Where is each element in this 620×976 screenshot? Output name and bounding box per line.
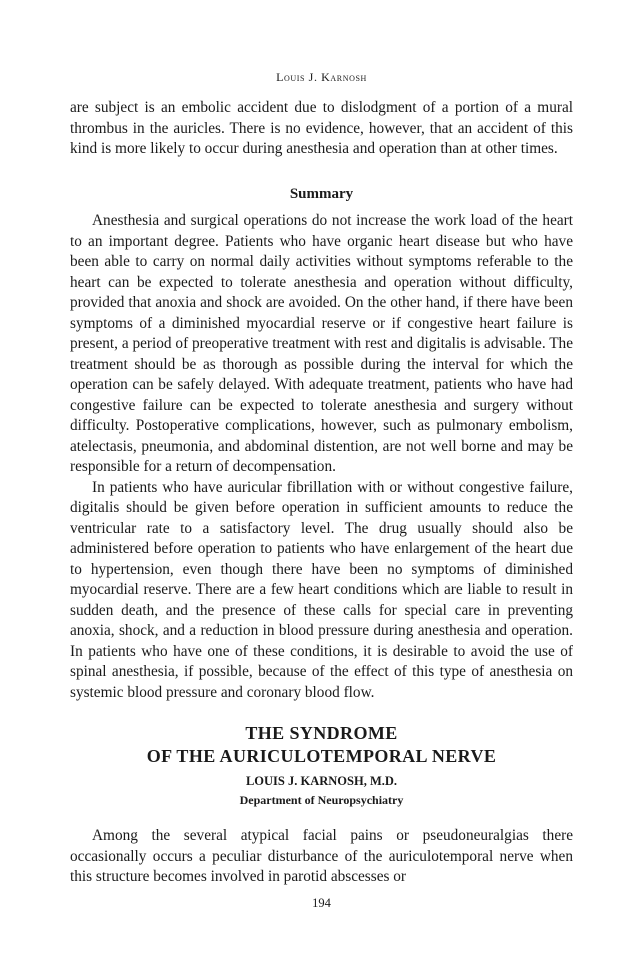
intro-text: are subject is an embolic accident due to dislodgment of a portion of a mural thrombus in the auricles. There is no evidence, however, that an accident of this kind is more likely to occur during anesthesia and operation than at other times. (70, 99, 573, 157)
article-title-line-1: THE SYNDROME (245, 723, 398, 743)
article-department: Department of Neuropsychiatry (239, 793, 404, 807)
summary-paragraph-1: Anesthesia and surgical operations do not increase the work load of the heart to an important degree. Patients who have organic heart disease but who have been able to carry on normal daily activities without symptoms referable to the heart can be expected to tolerate anesthesia and operation without difficulty, provided that anoxia and shock are avoided. On the other hand, if there have been symptoms of a diminished myocardial reserve or if congestive heart failure is present, a period of preoperative treatment with rest and digitalis is advisable. The treatment should be as thorough as possible during the interval for which the operation can be safely delayed. With adequate treatment, patients who have had congestive failure can be expected to tolerate anesthesia and surgery without difficulty. Postoperative complications, however, such as pulmonary embolism, atelectasis, pneumonia, and abdominal distention, are not well borne and may be responsible for a return of decompensation. (70, 212, 573, 475)
article-title-line-2: OF THE AURICULOTEMPORAL NERVE (146, 746, 497, 766)
article-author: LOUIS J. KARNOSH, M.D. (245, 774, 398, 788)
page-number: 194 (312, 896, 331, 910)
summary-paragraph-2: In patients who have auricular fibrillation with or without congestive failure, digitalis should be given before operation in sufficient amounts to reduce the ventricular rate to a satisfactory level. The drug usually should also be administered before operation to patients who have enlargement of the heart due to hypertension, even though there have been no symptoms of diminished myocardial reserve. There are a few heart conditions which are liable to result in sudden death, and the presence of these calls for special care in preventing anoxia, shock, and a reduction in blood pressure during anesthesia and operation. In patients who have one of these conditions, it is desirable to avoid the use of spinal anesthesia, if possible, because of the effect of this type of anesthesia on systemic blood pressure and coronary blood flow. (70, 478, 573, 701)
intro-paragraph (70, 98, 573, 160)
summary-heading: Summary (289, 186, 354, 202)
article-opening (70, 826, 573, 888)
article-opening-text: Among the several atypical facial pains or pseudoneuralgias there occasionally occurs a peculiar disturbance of the auriculotemporal nerve when this structure becomes involved in parotid abscesses or (70, 827, 573, 885)
running-head: Louis J. Karnosh (276, 70, 367, 84)
summary-section (70, 211, 573, 703)
